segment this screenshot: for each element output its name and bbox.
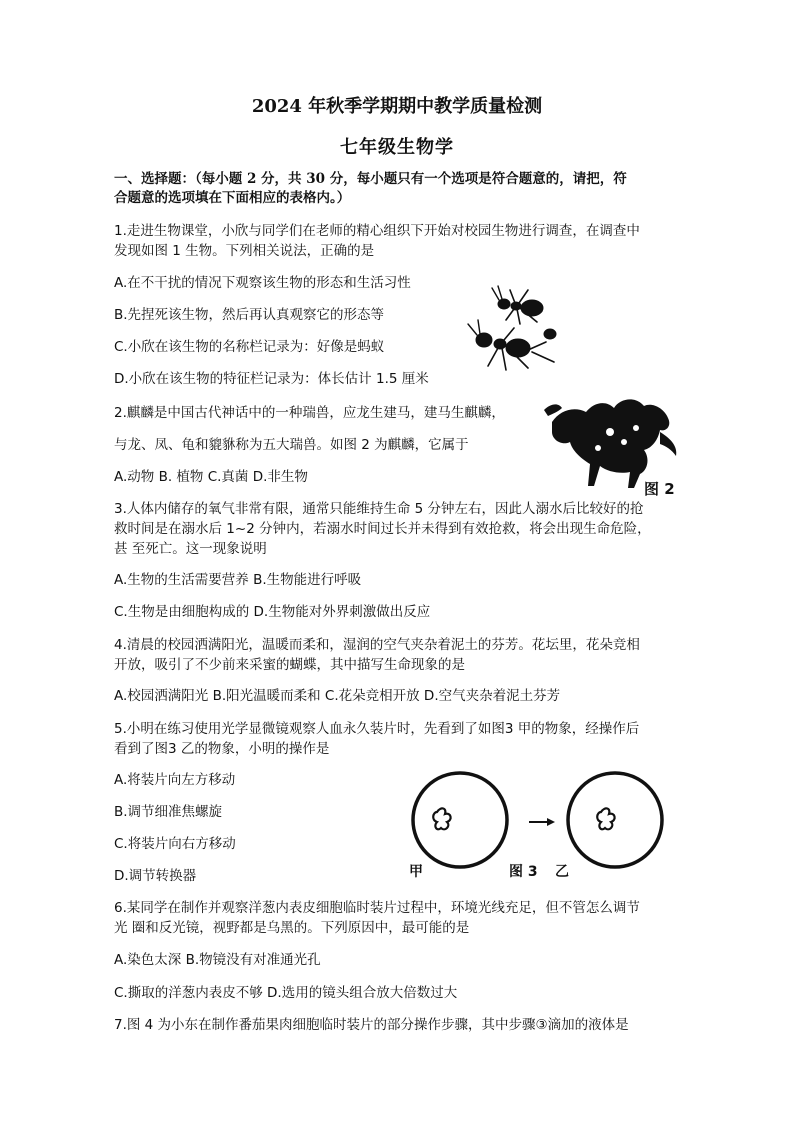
q4-options: A.校园洒满阳光 B.阳光温暖而柔和 C.花朵竞相开放 D.空气夹杂着泥土芬芳 bbox=[114, 688, 561, 704]
figure-3-microscope-fields bbox=[405, 768, 690, 886]
section-heading-line2: 合题意的选项填在下面相应的表格内。） bbox=[114, 190, 351, 206]
q2-stem-line2: 与龙、凤、龟和貔貅称为五大瑞兽。如图 2 为麒麟，它属于 bbox=[114, 437, 469, 453]
section-heading-line1: 一、选择题：（每小题 2 分，共 30 分，每小题只有一个选项是符合题意的，请把，符 bbox=[114, 171, 627, 187]
figure-1-ants bbox=[462, 278, 572, 378]
q5-stem-line1: 5.小明在练习使用光学显微镜观察人血永久装片时，先看到了如图3 甲的物象，经操作后 bbox=[114, 721, 640, 737]
q6-stem-line1: 6.某同学在制作并观察洋葱内表皮细胞临时装片过程中，环境光线充足，但不管怎么调节 bbox=[114, 900, 640, 916]
figure-3-label-yi: 乙 bbox=[555, 864, 569, 880]
q2-stem-line1: 2.麒麟是中国古代神话中的一种瑞兽，应龙生建马，建马生麒麟， bbox=[114, 405, 505, 421]
q1-option-b: B.先捏死该生物，然后再认真观察它的形态等 bbox=[114, 307, 385, 323]
figure-2-label: 图 2 bbox=[644, 480, 675, 498]
figure-3-label-jia: 甲 bbox=[409, 864, 423, 880]
q5-option-b: B.调节细准焦螺旋 bbox=[114, 804, 223, 820]
q3-stem-line2: 救时间是在溺水后 1~2 分钟内，若溺水时间过长并未得到有效抢救，将会出现生命危险， bbox=[114, 521, 651, 537]
q3-options-ab: A.生物的生活需要营养 B.生物能进行呼吸 bbox=[114, 572, 362, 588]
q1-stem-line2: 发现如图 1 生物。下列相关说法，正确的是 bbox=[114, 243, 375, 259]
q5-option-d: D.调节转换器 bbox=[114, 868, 197, 884]
q6-stem-line2: 光 圈和反光镜，视野都是乌黑的。下列原因中，最可能的是 bbox=[114, 920, 470, 936]
q5-option-c: C.将装片向右方移动 bbox=[114, 836, 236, 852]
exam-title: 2024 年秋季学期期中教学质量检测 bbox=[251, 96, 543, 117]
q5-stem-line2: 看到了图3 乙的物象，小明的操作是 bbox=[114, 741, 330, 757]
q2-options: A.动物 B. 植物 C.真菌 D.非生物 bbox=[114, 469, 308, 485]
q4-stem-line1: 4.清晨的校园洒满阳光，温暖而柔和，湿润的空气夹杂着泥土的芬芳。花坛里，花朵竞相 bbox=[114, 637, 640, 653]
q6-options-ab: A.染色太深 B.物镜没有对准通光孔 bbox=[114, 952, 321, 968]
exam-subtitle: 七年级生物学 bbox=[340, 137, 454, 158]
q5-option-a: A.将装片向左方移动 bbox=[114, 772, 236, 788]
figure-2-qilin bbox=[540, 392, 685, 498]
q6-options-cd: C.撕取的洋葱内表皮不够 D.选用的镜头组合放大倍数过大 bbox=[114, 985, 458, 1001]
q1-stem-line1: 1.走进生物课堂，小欣与同学们在老师的精心组织下开始对校园生物进行调查，在调查中 bbox=[114, 223, 640, 239]
q1-option-d: D.小欣在该生物的特征栏记录为：体长估计 1.5 厘米 bbox=[114, 371, 429, 387]
q3-stem-line3: 甚 至死亡。这一现象说明 bbox=[114, 541, 267, 557]
q3-stem-line1: 3.人体内储存的氧气非常有限，通常只能维持生命 5 分钟左右，因此人溺水后比较好的抢 bbox=[114, 501, 644, 517]
q3-options-cd: C.生物是由细胞构成的 D.生物能对外界刺激做出反应 bbox=[114, 604, 431, 620]
q1-option-a: A.在不干扰的情况下观察该生物的形态和生活习性 bbox=[114, 275, 411, 291]
figure-3-label: 图 3 bbox=[509, 864, 538, 880]
q4-stem-line2: 开放，吸引了不少前来采蜜的蝴蝶，其中描写生命现象的是 bbox=[114, 657, 465, 673]
q1-option-c: C.小欣在该生物的名称栏记录为：好像是蚂蚁 bbox=[114, 339, 385, 355]
q7-stem-line1: 7.图 4 为小东在制作番茄果肉细胞临时装片的部分操作步骤，其中步骤③滴加的液体是 bbox=[114, 1017, 629, 1033]
